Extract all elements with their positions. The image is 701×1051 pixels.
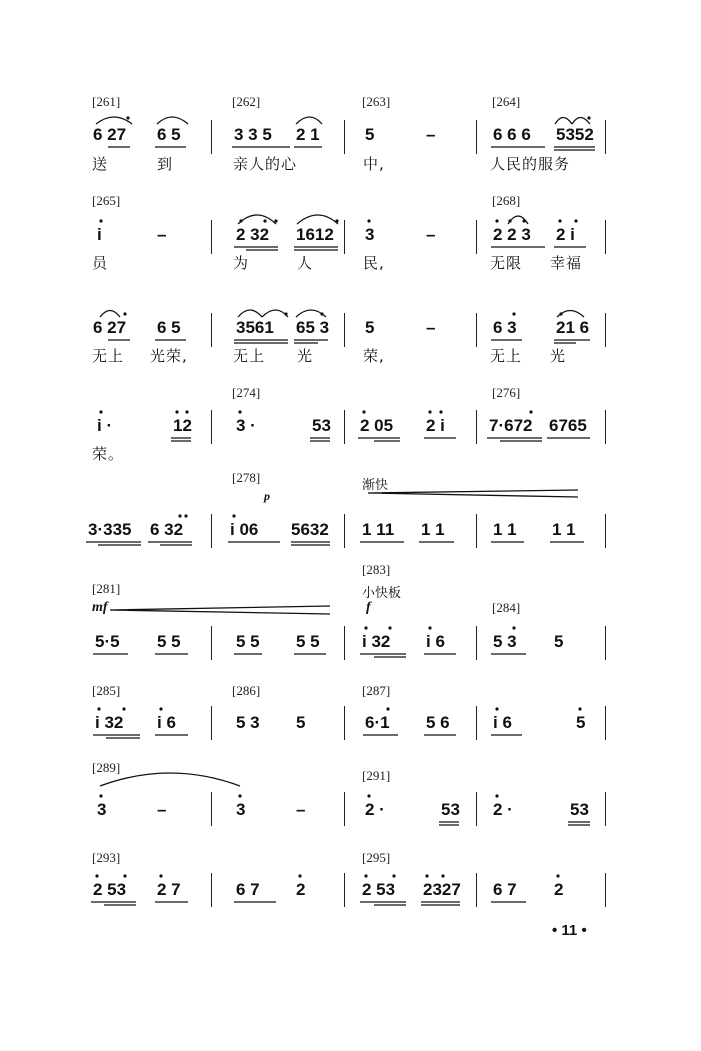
note-group: 5	[576, 713, 586, 732]
note-group: 2 ·	[493, 800, 513, 819]
note-group: i	[97, 225, 102, 244]
lyric: 员	[92, 254, 109, 272]
lyric: 亲人的心	[233, 155, 298, 173]
lyric: 无上	[490, 347, 523, 365]
barline	[344, 313, 345, 347]
barline	[476, 514, 477, 548]
note-group: 5 3	[236, 713, 260, 732]
note-group: 5	[365, 318, 375, 337]
barline	[344, 220, 345, 254]
note-group: 5 6	[426, 713, 450, 732]
note-group: 6 7	[236, 880, 260, 899]
note-group: 12	[173, 416, 192, 435]
barline	[605, 220, 606, 254]
note-group: 53	[312, 416, 331, 435]
measure-number-265: [265]	[92, 193, 121, 208]
dash: –	[296, 800, 306, 819]
note-group: 3561	[236, 318, 274, 337]
measure-number-287: [287]	[362, 683, 391, 698]
barline	[605, 120, 606, 154]
measure-number-263: [263]	[362, 94, 391, 109]
note-group: 5	[296, 713, 306, 732]
dash: –	[426, 225, 436, 244]
barline	[344, 706, 345, 740]
barline	[211, 873, 212, 907]
note-group: 6·1	[365, 713, 390, 732]
measure-number-281: [281]	[92, 581, 121, 596]
note-group: 5632	[291, 520, 329, 539]
barline	[605, 873, 606, 907]
note-group: 2 53	[362, 880, 396, 899]
note-group: i 32	[362, 632, 391, 651]
note-group: 5352	[556, 125, 594, 144]
barline	[476, 792, 477, 826]
note-group: 2	[554, 880, 564, 899]
note-group: 2 1	[296, 125, 320, 144]
barline	[211, 514, 212, 548]
barline	[476, 706, 477, 740]
measure-number-284: [284]	[492, 600, 521, 615]
note-group: 2 i	[426, 416, 445, 435]
barline	[211, 706, 212, 740]
note-group: 3 3 5	[234, 125, 272, 144]
note-group: 1 1	[421, 520, 445, 539]
note-group: 2 7	[157, 880, 181, 899]
measure-number-274: [274]	[232, 385, 261, 400]
note-group: 2 2 3	[493, 225, 531, 244]
measure-number-283: [283]	[362, 562, 391, 577]
lyric: 荣。	[92, 445, 125, 463]
note-group: 21 6	[556, 318, 590, 337]
page-number: • 11 •	[552, 922, 587, 939]
dash: –	[426, 318, 436, 337]
note-group: 6765	[549, 416, 587, 435]
barline	[476, 120, 477, 154]
note-group: 3	[97, 800, 107, 819]
barline	[211, 410, 212, 444]
note-group: 6 5	[157, 125, 181, 144]
tempo-marking-jiankuai: 渐快	[362, 478, 389, 493]
note-group: 6 7	[493, 880, 517, 899]
note-group: 2 ·	[365, 800, 385, 819]
barline	[211, 120, 212, 154]
note-group: 3	[365, 225, 375, 244]
note-group: i 32	[95, 713, 124, 732]
note-group: i 6	[426, 632, 445, 651]
lyric: 幸福	[550, 254, 583, 272]
note-group: 2 i	[556, 225, 575, 244]
note-group: 3	[236, 800, 246, 819]
barline	[211, 220, 212, 254]
barline	[476, 313, 477, 347]
note-group: 1 1	[493, 520, 517, 539]
note-group: 5	[365, 125, 375, 144]
lyric: 无上	[92, 347, 125, 365]
note-group: 2 32	[236, 225, 270, 244]
lyric: 无限	[490, 254, 523, 272]
note-group: 1 1	[552, 520, 576, 539]
note-group: 5 5	[296, 632, 320, 651]
lyric: 人	[297, 254, 314, 272]
lyric: 无上	[233, 347, 266, 365]
note-group: 53	[570, 800, 589, 819]
barline	[476, 220, 477, 254]
note-group: 6 32	[150, 520, 184, 539]
dash: –	[157, 800, 167, 819]
lyric: 人民的服务	[490, 155, 571, 173]
note-group: 1 11	[362, 520, 395, 539]
measure-number-264: [264]	[492, 94, 521, 109]
barline	[344, 792, 345, 826]
dynamic-p: p	[264, 489, 270, 503]
lyric: 民,	[363, 254, 385, 272]
lyric: 送	[92, 155, 109, 173]
tempo-marking-xiaokuaiban: 小快板	[362, 586, 402, 601]
lyric: 中,	[363, 155, 385, 173]
lyric: 光荣,	[150, 347, 188, 365]
measure-number-285: [285]	[92, 683, 121, 698]
barline	[476, 626, 477, 660]
note-group: 6 27	[93, 318, 127, 337]
barline	[344, 626, 345, 660]
measure-number-289: [289]	[92, 760, 121, 775]
note-group: 5 3	[493, 632, 517, 651]
note-group: 1612	[296, 225, 334, 244]
barline	[605, 410, 606, 444]
measure-number-276: [276]	[492, 385, 521, 400]
barline	[344, 410, 345, 444]
note-group: 3 ·	[236, 416, 256, 435]
note-group: i 06	[230, 520, 259, 539]
barline	[344, 120, 345, 154]
note-group: 7·672	[489, 416, 533, 435]
lyric: 为	[233, 254, 250, 272]
barline	[211, 626, 212, 660]
dynamic-mf: mf	[92, 600, 108, 615]
barline	[605, 626, 606, 660]
barline	[344, 514, 345, 548]
note-group: 6 3	[493, 318, 517, 337]
measure-number-293: [293]	[92, 850, 121, 865]
barline	[476, 873, 477, 907]
note-group: 3·335	[88, 520, 132, 539]
barline	[605, 313, 606, 347]
barline	[344, 873, 345, 907]
measure-number-261: [261]	[92, 94, 121, 109]
note-group: 5·5	[95, 632, 120, 651]
note-group: 6 5	[157, 318, 181, 337]
measure-number-286: [286]	[232, 683, 261, 698]
note-group: 2	[296, 880, 306, 899]
note-group: 2 53	[93, 880, 127, 899]
note-group: 6 6 6	[493, 125, 531, 144]
measure-number-262: [262]	[232, 94, 261, 109]
measure-number-291: [291]	[362, 768, 391, 783]
barline	[211, 792, 212, 826]
measure-number-278: [278]	[232, 470, 261, 485]
lyric: 光	[550, 347, 567, 365]
barline	[211, 313, 212, 347]
note-group: 5	[554, 632, 564, 651]
note-group: 5 5	[236, 632, 260, 651]
barline	[605, 792, 606, 826]
note-group: i ·	[97, 416, 113, 435]
measure-number-268: [268]	[492, 193, 521, 208]
note-group: 2327	[423, 880, 461, 899]
dash: –	[426, 125, 436, 144]
lyric: 光	[297, 347, 314, 365]
note-group: 2 05	[360, 416, 394, 435]
barline	[476, 410, 477, 444]
dynamic-f: f	[366, 600, 371, 615]
note-group: 53	[441, 800, 460, 819]
measure-number-295: [295]	[362, 850, 391, 865]
note-group: 6 27	[93, 125, 127, 144]
dash: –	[157, 225, 167, 244]
barline	[605, 514, 606, 548]
note-group: i 6	[157, 713, 176, 732]
note-group: i 6	[493, 713, 512, 732]
lyric: 荣,	[363, 347, 385, 365]
lyric: 到	[157, 155, 174, 173]
note-group: 5 5	[157, 632, 181, 651]
note-group: 65 3	[296, 318, 330, 337]
barline	[605, 706, 606, 740]
